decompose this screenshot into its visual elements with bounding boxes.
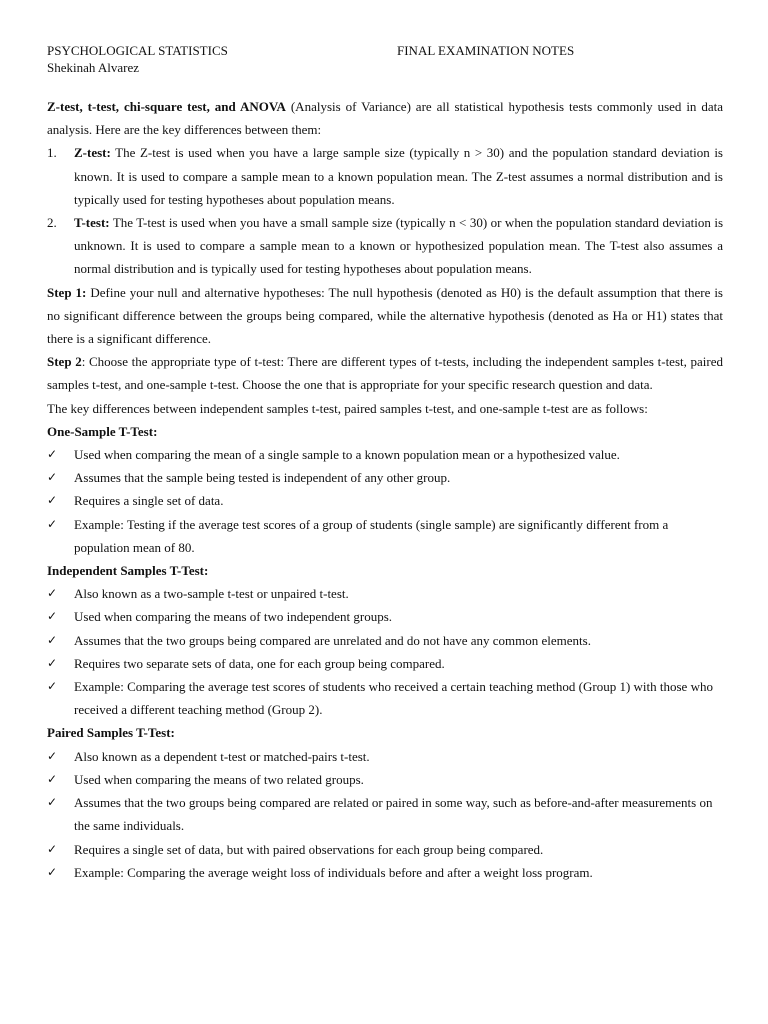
list-item	[47, 861, 723, 884]
list-item-text: Assumes that the sample being tested is independent of any other group.	[74, 470, 451, 486]
numbered-item	[47, 211, 723, 281]
checkmark-icon: ✓	[47, 470, 58, 485]
item-term: Z-test:	[74, 145, 111, 161]
item-text: The Z-test is used when you have a large sample size (typically n > 30) and the population standard deviation is known. It is used to compare a sample mean to a known population mean. The Z-test assumes a normal distribution and is typically used for testing hypotheses about population means.	[74, 145, 723, 207]
step-label: Step 2	[47, 354, 82, 370]
list-item	[47, 605, 723, 628]
list-item-text: Assumes that the two groups being compared are unrelated and do not have any common elements.	[74, 632, 591, 648]
list-item	[47, 466, 723, 489]
list-item	[47, 791, 723, 837]
list-item-text: Requires two separate sets of data, one for each group being compared.	[74, 655, 445, 671]
step-2-paragraph	[47, 350, 723, 396]
list-item-text: Used when comparing the mean of a single sample to a known population mean or a hypothesized value.	[74, 447, 620, 463]
list-item	[47, 513, 723, 559]
list-item-text: Example: Comparing the average test scores of students who received a certain teaching method (Group 1) with those who received a different teaching method (Group 2).	[74, 679, 713, 718]
step-text: Define your null and alternative hypotheses: The null hypothesis (denoted as H0) is the default assumption that there is no significant difference between the groups being compared, while the alternative hypothesis (denoted as Ha or H1) states that there is a significant difference.	[47, 284, 723, 347]
list-item-text: Also known as a two-sample t-test or unpaired t-test.	[74, 586, 349, 602]
document-title: FINAL EXAMINATION NOTES	[397, 43, 575, 58]
list-item-text: Example: Testing if the average test scores of a group of students (single sample) are significantly different from a population mean of 80.	[74, 516, 669, 555]
step-text: : Choose the appropriate type of t-test: There are different types of t-tests, including the independent samples t-test, paired samples t-test, and one-sample t-test. Choose the one that is appropriate for your specific research question and data.	[47, 354, 724, 393]
checkmark-icon: ✓	[47, 795, 58, 810]
item-text: The T-test is used when you have a small sample size (typically n < 30) or when the population standard deviation is unknown. It is used to compare a sample mean to a known or hypothesized population mean. The T-test also assumes a normal distribution and is typically used for testing hypotheses about population means.	[74, 215, 723, 277]
item-term: T-test:	[74, 215, 110, 231]
numbered-item-body	[74, 211, 723, 281]
list-item	[47, 652, 723, 675]
document-body	[47, 95, 723, 884]
step-label: Step 1:	[47, 284, 87, 300]
list-item	[47, 489, 723, 512]
step-1-paragraph	[47, 281, 723, 351]
intro-bold: Z-test, t-test, chi-square test, and ANOVA	[47, 99, 286, 114]
key-differences-paragraph: The key differences between independent samples t-test, paired samples t-test, and one-sample t-test are as follows:	[47, 400, 648, 416]
list-item	[47, 838, 723, 861]
checkmark-icon: ✓	[47, 864, 58, 879]
checkmark-icon: ✓	[47, 655, 58, 670]
intro-text: (Analysis of Variance) are all statistical hypothesis tests commonly used in data analysis. Here are the key differences between them:	[47, 99, 723, 138]
list-item-text: Used when comparing the means of two related groups.	[74, 771, 364, 787]
checkmark-icon: ✓	[47, 841, 58, 856]
checkmark-icon: ✓	[47, 748, 58, 763]
list-item	[47, 443, 723, 466]
course-title: PSYCHOLOGICAL STATISTICS	[47, 43, 228, 58]
checkmark-icon: ✓	[47, 632, 58, 647]
list-item-text: Requires a single set of data.	[74, 493, 224, 509]
checkmark-icon: ✓	[47, 609, 58, 624]
section-title: Independent Samples T-Test:	[47, 563, 209, 579]
number-marker: 1.	[47, 145, 57, 161]
list-item-text: Example: Comparing the average weight loss of individuals before and after a weight loss program.	[74, 864, 593, 880]
checkmark-icon: ✓	[47, 447, 58, 462]
list-item-text: Requires a single set of data, but with paired observations for each group being compared.	[74, 841, 544, 857]
list-item	[47, 768, 723, 791]
list-item	[47, 629, 723, 652]
checkmark-icon: ✓	[47, 586, 58, 601]
list-item-text: Assumes that the two groups being compared are related or paired in some way, such as before-and-after measurements on the same individuals.	[74, 795, 713, 834]
intro-paragraph	[47, 95, 723, 141]
checkmark-icon: ✓	[47, 771, 58, 786]
section-title: One-Sample T-Test:	[47, 423, 158, 439]
list-item-text: Also known as a dependent t-test or matched-pairs t-test.	[74, 748, 370, 764]
numbered-item-body	[74, 141, 723, 211]
list-item	[47, 745, 723, 768]
section-title: Paired Samples T-Test:	[47, 725, 175, 741]
page-header	[47, 42, 723, 59]
list-item	[47, 675, 723, 721]
checkmark-icon: ✓	[47, 516, 58, 531]
numbered-item	[47, 141, 723, 211]
checkmark-icon: ✓	[47, 679, 58, 694]
author-name: Shekinah Alvarez	[47, 60, 140, 75]
checkmark-icon: ✓	[47, 493, 58, 508]
number-marker: 2.	[47, 215, 57, 231]
list-item-text: Used when comparing the means of two independent groups.	[74, 609, 393, 625]
document-page	[47, 42, 723, 884]
list-item	[47, 582, 723, 605]
